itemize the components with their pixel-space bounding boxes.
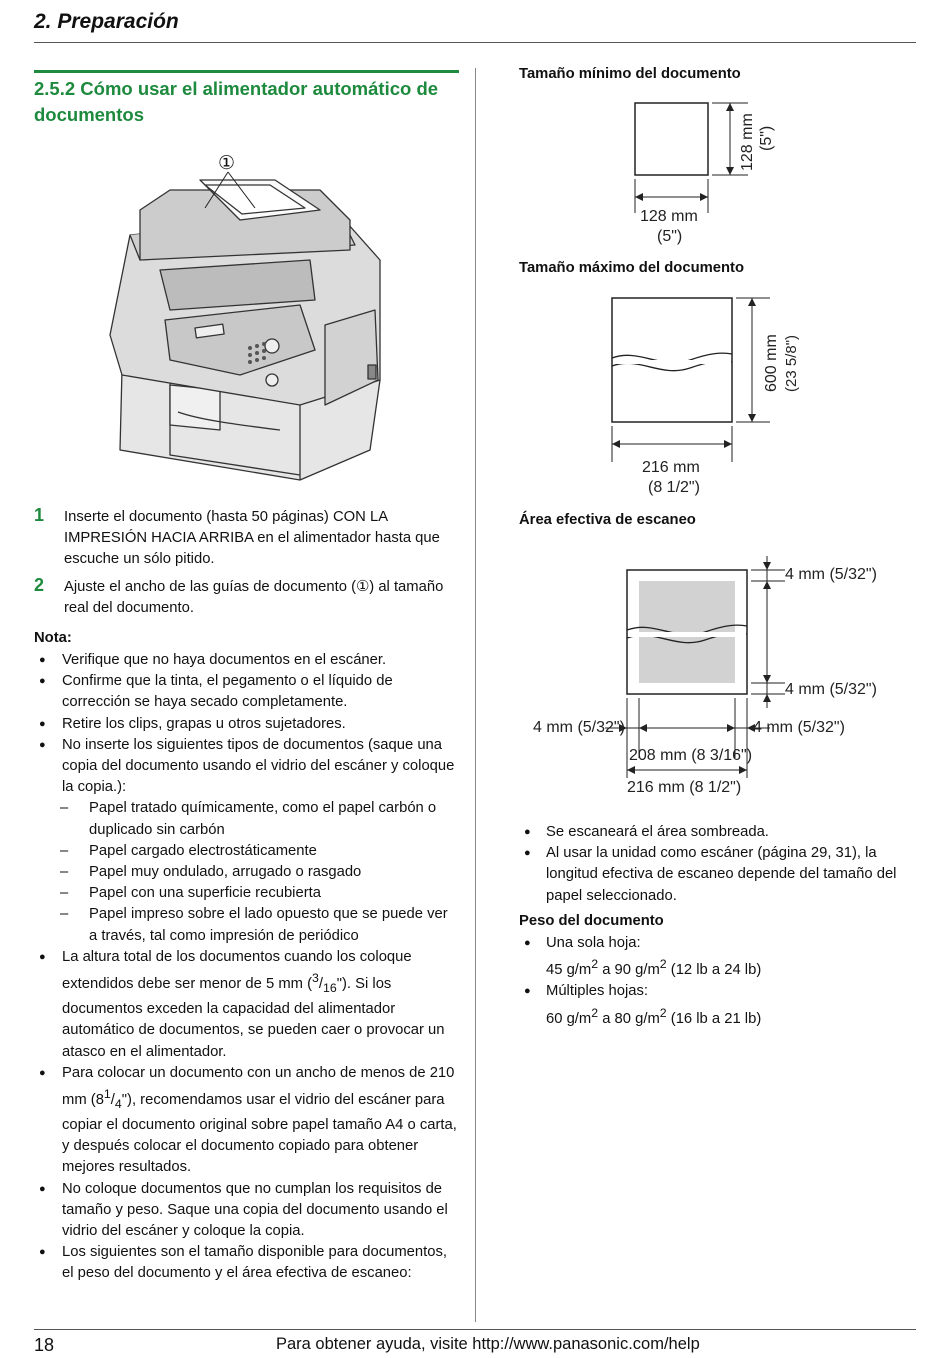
note-item: ● Para colocar un documento con un ancho de menos de 210 mm $(8^1/_4")$, recomendamos usar el vidrio del escáner para copiar el documento original sobre papel tamaño A4 o carta, y después colocar el documento copiado para obtener mejores resultados. (34, 1063, 459, 1179)
step-text: Inserte el documento (hasta 50 páginas) CON LA IMPRESIÓN HACIA ARRIBA en el alimentador hasta que escuche un sólo pitido. (64, 509, 440, 567)
fraction-denominator: 4 (114, 1096, 122, 1111)
weight-multi-value (519, 1003, 899, 1030)
weight-text: 45 g/m (546, 962, 592, 979)
scan-bottom-margin: 4 mm (5/32") (785, 681, 877, 698)
note-subitem: – Papel muy ondulado, arrugado o rasgado (34, 862, 459, 883)
scan-top-margin: 4 mm (5/32") (785, 566, 877, 583)
note-text: Para colocar un documento con un ancho de menos de 210 mm (8 (62, 1064, 455, 1108)
scan-note: ● Al usar la unidad como escáner (página 29, 31), la longitud efectiva de escaneo depende del tamaño del papel seleccionado. (519, 843, 899, 907)
fraction-numerator: 1 (103, 1086, 111, 1101)
note-item: ● La altura total de los documentos cuando los coloque extendidos debe ser menor de 5 mm $(^3/_{16}")$. Si los documentos exceden la capacidad del alimentador automático de documentos, se pueden caer o provocar un atasco en el alimentador. (34, 947, 459, 1063)
chapter-header: 2. Preparación (34, 10, 179, 33)
footer-rule (34, 1329, 916, 1330)
weight-text: (16 lb a 21 lb) (666, 1010, 762, 1027)
weight-title: Peso del documento (519, 913, 664, 929)
note-title: Nota: (34, 630, 72, 646)
scan-outer-width: 216 mm (8 1/2") (627, 779, 742, 796)
min-size-title: Tamaño mínimo del documento (519, 66, 741, 82)
weight-multi-label: ● Múltiples hojas: (519, 981, 899, 1002)
note-item: ● Confirme que la tinta, el pegamento o el líquido de corrección se haya secado completamente. (34, 671, 459, 713)
note-text: "), recomendamos usar el vidrio del escáner para copiar el documento original sobre papel tamaño A4 o carta, y después colocar el documento copiado para obtener mejores resultados. (62, 1091, 457, 1176)
max-width-in: (8 1/2") (648, 479, 700, 496)
weight-single-label: ● Una sola hoja: (519, 933, 899, 954)
note-item: ● No coloque documentos que no cumplan los requisitos de tamaño y peso. Saque una copia del documento usando el vidrio del escáner y coloque la copia. (34, 1179, 459, 1243)
note-item: ● No inserte los siguientes tipos de documentos (saque una copia del documento usando el vidrio del escáner y coloque la copia.): (34, 735, 459, 799)
max-height-in: (23 5/8") (783, 334, 800, 392)
scan-area-title: Área efectiva de escaneo (519, 512, 696, 528)
note-item: ● Verifique que no haya documentos en el escáner. (34, 650, 459, 671)
section-title: 2.5.2 Cómo usar el alimentador automático de documentos (34, 78, 439, 125)
page-number: 18 (34, 1335, 55, 1355)
printer-drawing (100, 150, 400, 490)
weight-text: a 90 g/m (598, 962, 660, 979)
min-width-in: (5") (657, 228, 683, 245)
superscript: 2 (659, 1005, 667, 1020)
scan-notes (519, 822, 899, 907)
note-text: "). Si los documentos exceden la capacidad del alimentador automático de documentos, se pueden caer o provocar un atasco en el alimentador. (62, 975, 445, 1060)
max-width-mm: 216 mm (642, 459, 700, 476)
note-subitem: – Papel con una superficie recubierta (34, 883, 459, 904)
max-height-mm: 600 mm (763, 334, 780, 392)
weight-single-value (519, 954, 899, 981)
min-height-mm: 128 mm (739, 113, 756, 171)
note-item: ● Retire los clips, grapas u otros sujetadores. (34, 714, 459, 735)
help-link[interactable]: Para obtener ayuda, visite http://www.panasonic.com/help (276, 1335, 700, 1353)
column-divider (475, 68, 476, 1322)
max-size-title: Tamaño máximo del documento (519, 260, 745, 276)
scan-right-margin: 4 mm (5/32") (753, 719, 845, 736)
note-text: La altura total de los documentos cuando los coloque extendidos debe ser menor de 5 mm ( (62, 948, 412, 992)
min-height-in: (5") (758, 125, 775, 151)
weight-text: a 80 g/m (598, 1010, 660, 1027)
step-number: 1 (34, 505, 45, 525)
max-size-diagram (600, 290, 820, 500)
step-2 (0, 575, 460, 625)
weight-list (519, 933, 899, 1030)
note-item: ● Los siguientes son el tamaño disponible para documentos, el peso del documento y el área efectiva de escaneo: (34, 1242, 459, 1284)
step-number: 2 (34, 575, 45, 595)
superscript: 2 (591, 1005, 599, 1020)
weight-text: (12 lb a 24 lb) (666, 962, 762, 979)
scan-left-margin: 4 mm (5/32") (533, 719, 625, 736)
scan-area-diagram (525, 548, 905, 808)
weight-text: 60 g/m (546, 1010, 592, 1027)
note-subitem: – Papel impreso sobre el lado opuesto que se puede ver a través, tal como impresión de periódico (34, 904, 459, 946)
superscript: 2 (659, 957, 667, 972)
step-text: Ajuste el ancho de las guías de documento (①) al tamaño real del documento. (64, 579, 444, 616)
header-rule (34, 42, 916, 43)
note-subitem: – Papel tratado químicamente, como el papel carbón o duplicado sin carbón (34, 798, 459, 840)
guide-callout: ① (218, 153, 236, 174)
section-rule (34, 70, 459, 73)
scan-note: ● Se escaneará el área sombreada. (519, 822, 899, 843)
fraction-numerator: 3 (312, 971, 319, 986)
printer-illustration (100, 150, 400, 490)
scan-inner-width: 208 mm (8 3/16") (629, 747, 753, 764)
note-subitem: – Papel cargado electrostáticamente (34, 841, 459, 862)
min-width-mm: 128 mm (640, 208, 698, 225)
fraction-denominator: 16 (323, 980, 337, 995)
note-list (34, 650, 459, 1285)
superscript: 2 (591, 957, 599, 972)
min-size-diagram (600, 95, 800, 255)
